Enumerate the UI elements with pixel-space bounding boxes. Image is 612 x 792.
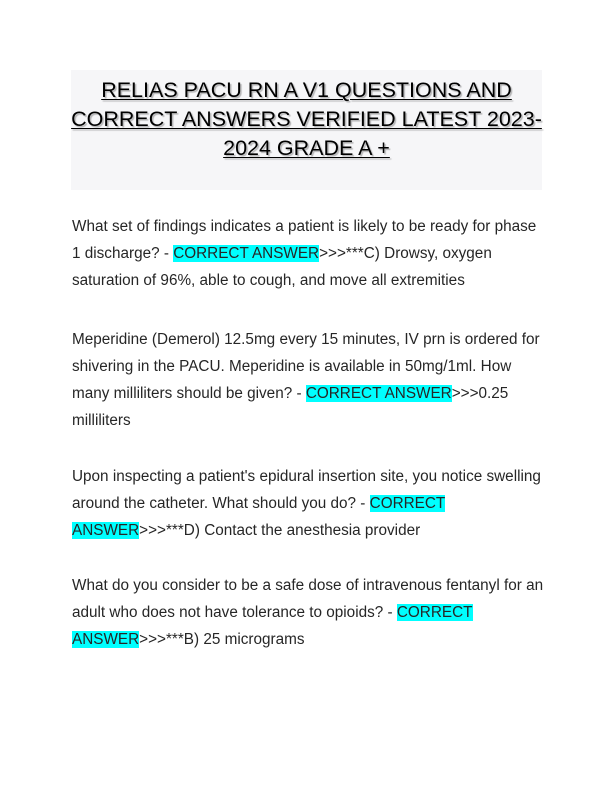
question-text: What set of findings indicates a patient is likely to be ready for phase 1 discharge? -: [72, 218, 537, 262]
title-box: [71, 70, 542, 190]
document-title: RELIAS PACU RN A V1 QUESTIONS AND CORRECT ANSWERS VERIFIED LATEST 2023-2024 GRADE A +: [71, 78, 542, 160]
qa-item-4: [72, 572, 547, 653]
answer-text: >>>***C) Drowsy, oxygen saturation of 96%, able to cough, and move all extremities: [72, 245, 492, 289]
qa-item-2: [72, 326, 547, 434]
answer-text: >>>***D) Contact the anesthesia provider: [139, 522, 421, 539]
answer-text: >>>***B) 25 micrograms: [139, 631, 305, 648]
question-text: What do you consider to be a safe dose of intravenous fentanyl for an adult who does not have tolerance to opioids? -: [72, 577, 544, 621]
correct-answer-label: CORRECT ANSWER: [72, 495, 446, 539]
qa-item-3: [72, 463, 547, 544]
qa-item-1: [72, 213, 547, 294]
correct-answer-label: CORRECT ANSWER: [72, 604, 473, 648]
correct-answer-label: CORRECT ANSWER: [173, 245, 320, 262]
question-text: Upon inspecting a patient's epidural insertion site, you notice swelling around the catheter. What should you do? -: [72, 468, 541, 512]
correct-answer-label: CORRECT ANSWER: [305, 385, 452, 402]
answer-text: >>>0.25 milliliters: [72, 385, 509, 429]
question-text: Meperidine (Demerol) 12.5mg every 15 minutes, IV prn is ordered for shivering in the PACU. Meperidine is available in 50mg/1ml. How many milliliters should be given? -: [72, 331, 540, 402]
